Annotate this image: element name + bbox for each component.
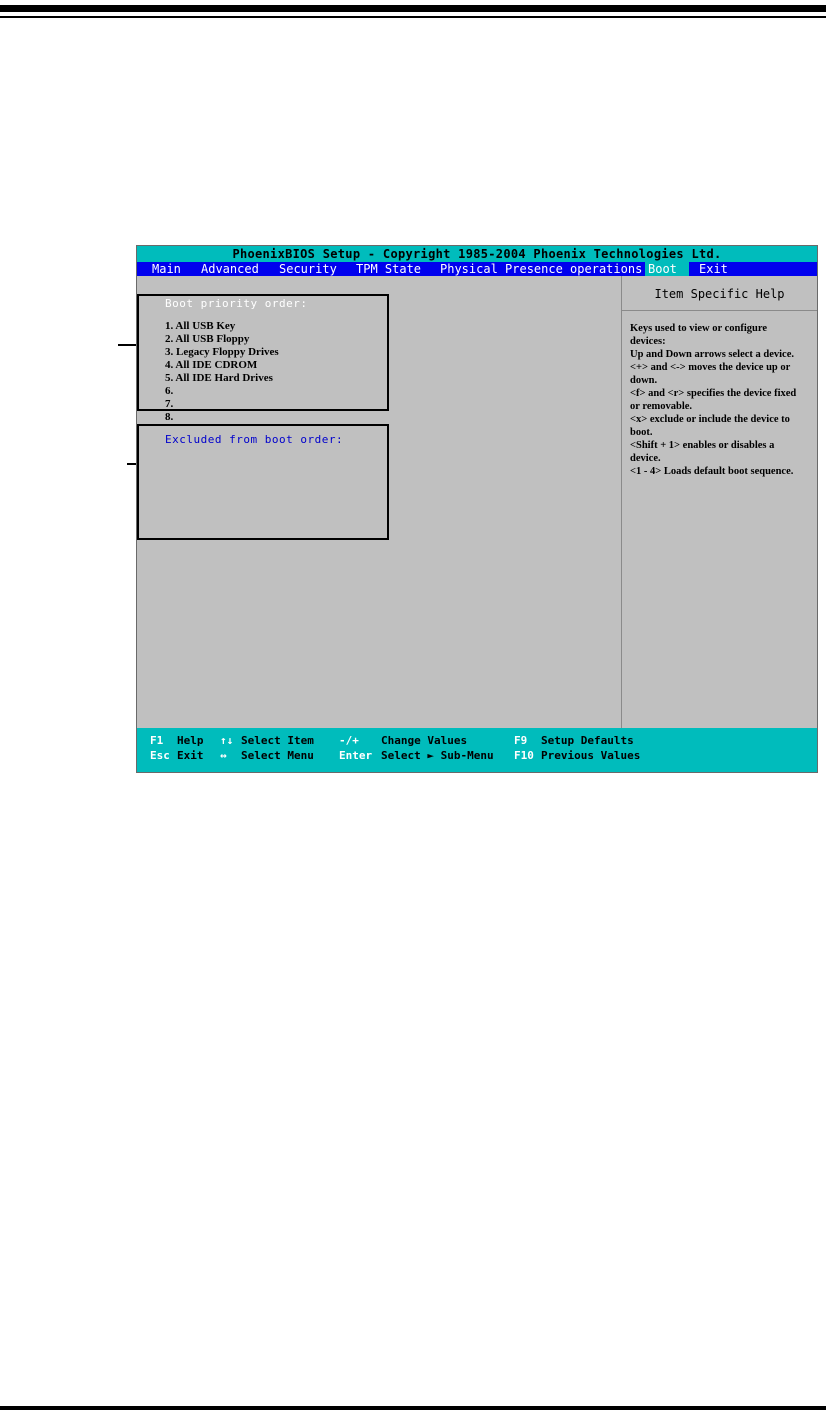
menu-tpm-state[interactable]: TPM State — [356, 262, 422, 276]
menu-boot[interactable]: Boot — [645, 262, 689, 276]
help-title: Item Specific Help — [654, 287, 785, 301]
menu-physical-presence[interactable]: Physical Presence operations — [440, 262, 643, 276]
key-f1-label: Help — [177, 734, 204, 747]
boot-priority-heading: Boot priority order: — [165, 297, 308, 310]
key-legend-row — [137, 749, 817, 763]
help-line: Keys used to view or configure — [630, 323, 767, 334]
key-minus-plus: -/+ — [339, 734, 359, 747]
item-specific-help-pane — [622, 276, 817, 728]
key-legend-row — [137, 734, 817, 748]
key-up-down-label: Select Item — [241, 734, 314, 747]
help-line: <x> exclude or include the device to — [630, 414, 790, 425]
boot-item-4[interactable]: 4. All IDE CDROM — [165, 359, 258, 371]
key-enter: Enter — [339, 749, 373, 762]
key-legend-footer — [137, 728, 817, 772]
help-line: boot. — [630, 427, 653, 438]
excluded-heading: Excluded from boot order: — [165, 433, 344, 446]
help-line: <+> and <-> moves the device up or — [630, 362, 791, 373]
boot-item-7[interactable]: 7. — [165, 398, 174, 410]
boot-item-5[interactable]: 5. All IDE Hard Drives — [165, 372, 273, 384]
boot-item-6[interactable]: 6. — [165, 385, 174, 397]
key-f9-label: Setup Defaults — [541, 734, 634, 747]
help-line: down. — [630, 375, 658, 386]
key-up-down: ↑↓ — [220, 734, 234, 747]
key-enter-label: Select ► Sub-Menu — [381, 749, 494, 762]
key-minus-plus-label: Change Values — [381, 734, 468, 747]
bios-title-bar: PhoenixBIOS Setup - Copyright 1985-2004 Phoenix Technologies Ltd. — [137, 246, 817, 262]
bios-menu-bar — [137, 262, 817, 276]
menu-main[interactable]: Main — [152, 262, 181, 276]
help-divider — [622, 310, 817, 311]
key-f10: F10 — [514, 749, 534, 762]
key-esc-label: Exit — [177, 749, 204, 762]
boot-item-3[interactable]: 3. Legacy Floppy Drives — [165, 346, 279, 358]
help-line: <1 - 4> Loads default boot sequence. — [630, 466, 794, 477]
menu-advanced[interactable]: Advanced — [201, 262, 259, 276]
key-left-right: ↔ — [220, 749, 227, 762]
help-line: device. — [630, 453, 661, 464]
help-text — [630, 322, 812, 478]
key-f10-label: Previous Values — [541, 749, 641, 762]
menu-exit[interactable]: Exit — [699, 262, 728, 276]
help-line: <Shift + 1> enables or disables a — [630, 440, 775, 451]
boot-settings-pane — [137, 276, 622, 728]
help-line: <f> and <r> specifies the device fixed — [630, 388, 797, 399]
boot-item-1[interactable]: 1. All USB Key — [165, 320, 236, 332]
boot-item-8[interactable]: 8. — [165, 411, 174, 423]
boot-priority-list — [165, 320, 279, 424]
key-left-right-label: Select Menu — [241, 749, 314, 762]
help-line: Up and Down arrows select a device. — [630, 349, 795, 360]
menu-security[interactable]: Security — [279, 262, 337, 276]
bios-screen — [136, 245, 818, 773]
key-f9: F9 — [514, 734, 528, 747]
key-esc: Esc — [150, 749, 170, 762]
key-f1: F1 — [150, 734, 164, 747]
page-header-rule-thin — [0, 16, 826, 18]
boot-item-2[interactable]: 2. All USB Floppy — [165, 333, 250, 345]
help-line: or removable. — [630, 401, 693, 412]
help-line: devices: — [630, 336, 666, 347]
page-header-rule — [0, 5, 826, 12]
page-footer-rule — [0, 1406, 826, 1410]
